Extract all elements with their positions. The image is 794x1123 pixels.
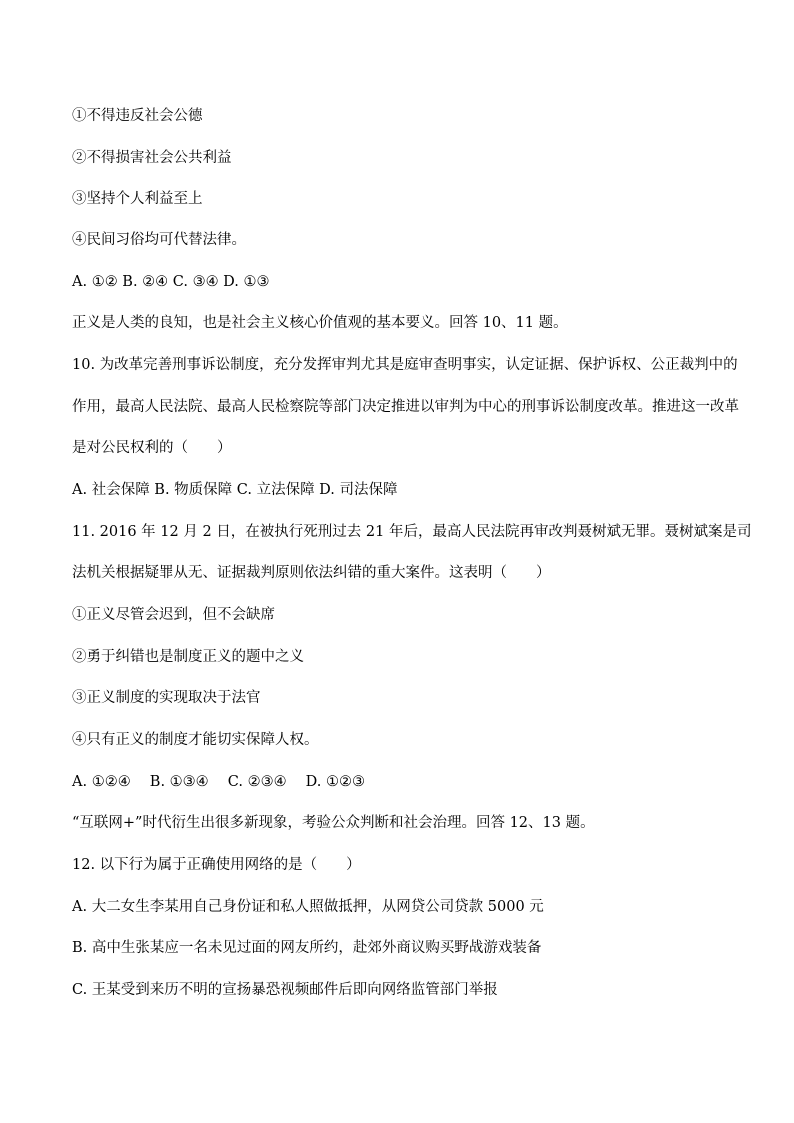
q11-option-4: ④只有正义的制度才能切实保障人权。 <box>72 732 319 748</box>
option-item-3: ③坚持个人利益至上 <box>72 191 203 207</box>
answer-choices-11: A. ①②④ B. ①③④ C. ②③④ D. ①②③ <box>72 774 366 790</box>
question-11-line-1: 11. 2016 年 12 月 2 日，在被执行死刑过去 21 年后，最高人民法院再审改判聂树斌无罪。聂树斌案是司 <box>72 524 752 540</box>
question-10-line-2: 作用，最高人民法院、最高人民检察院等部门决定推进以审判为中心的刑事诉讼制度改革。推进这一改革 <box>72 399 739 415</box>
section-intro-12-13: “互联网+”时代衍生出很多新现象，考验公众判断和社会治理。回答 12、13 题。 <box>72 815 595 831</box>
q12-choice-a: A. 大二女生李某用自己身份证和私人照做抵押，从网贷公司贷款 5000 元 <box>72 899 544 915</box>
option-item-1: ①不得违反社会公德 <box>72 108 203 124</box>
answer-choices-10: A. 社会保障 B. 物质保障 C. 立法保障 D. 司法保障 <box>72 482 398 498</box>
section-intro-10-11: 正义是人类的良知，也是社会主义核心价值观的基本要义。回答 10、11 题。 <box>72 315 568 331</box>
q11-option-2: ②勇于纠错也是制度正义的题中之义 <box>72 649 304 665</box>
q12-choice-b: B. 高中生张某应一名未见过面的网友所约，赴郊外商议购买野战游戏装备 <box>72 940 542 956</box>
q11-option-3: ③正义制度的实现取决于法官 <box>72 690 261 706</box>
option-item-2: ②不得损害社会公共利益 <box>72 150 232 166</box>
question-11-line-2: 法机关根据疑罪从无、证据裁判原则依法纠错的重大案件。这表明（ ） <box>72 565 551 581</box>
q12-choice-c: C. 王某受到来历不明的宣扬暴恐视频邮件后即向网络监管部门举报 <box>72 982 498 998</box>
q11-option-1: ①正义尽管会迟到，但不会缺席 <box>72 607 275 623</box>
option-item-4: ④民间习俗均可代替法律。 <box>72 232 246 248</box>
question-10-line-1: 10. 为改革完善刑事诉讼制度，充分发挥审判尤其是庭审查明事实，认定证据、保护诉权、公正裁判中的 <box>72 357 738 373</box>
question-12-stem: 12. 以下行为属于正确使用网络的是（ ） <box>72 857 361 873</box>
question-10-line-3: 是对公民权利的（ ） <box>72 440 232 456</box>
answer-choices-9: A. ①② B. ②④ C. ③④ D. ①③ <box>72 274 270 290</box>
